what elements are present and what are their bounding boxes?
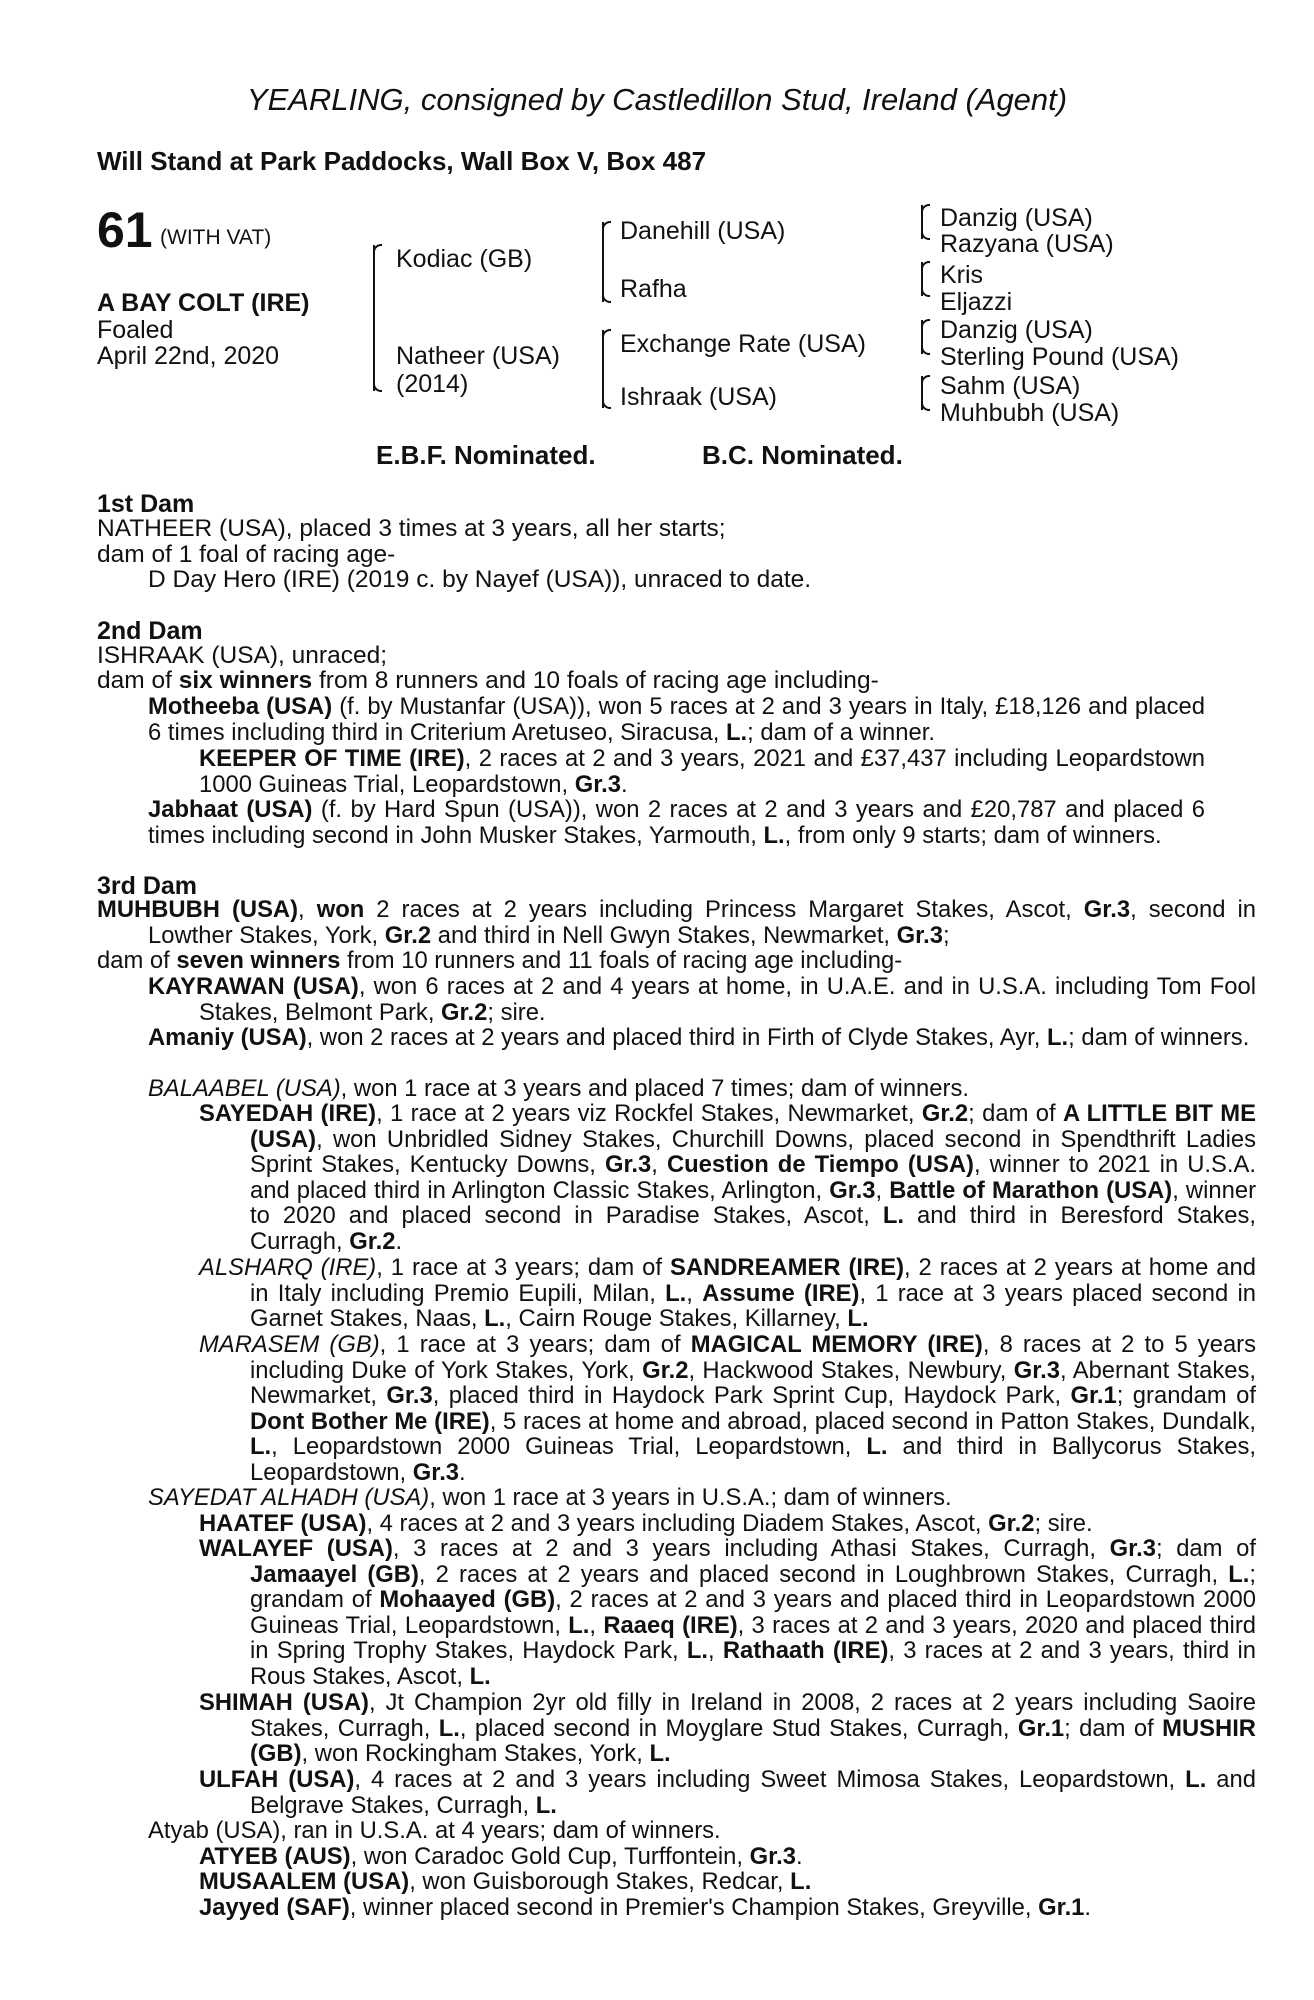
text-run: , 1 race at 2 years viz Rockfel Stakes, Newmarket, — [376, 1100, 922, 1127]
vat-note: (WITH VAT) — [160, 226, 272, 249]
text-run: Gr.2 — [921, 1100, 969, 1127]
text-run: ULFAH (USA) — [199, 1766, 355, 1793]
text-run: L. — [665, 1279, 687, 1307]
text-run: , won 1 race at 3 years in U.S.A.; dam of winners. — [429, 1484, 952, 1511]
text-run: , Cairn Rouge Stakes, Killarney, — [505, 1305, 848, 1333]
haatef-entry — [199, 1511, 1256, 1537]
text-run: , won Guisborough Stakes, Redcar, — [409, 1868, 791, 1895]
stand-location: Will Stand at Park Paddocks, Wall Box V, Box 487 — [97, 146, 707, 176]
text-run: L. — [847, 1305, 869, 1333]
amaniy-entry — [148, 1025, 1256, 1051]
text-run: MUHBUBH (USA) — [97, 896, 299, 923]
page-header: YEARLING, consigned by Castledillon Stud, Ireland (Agent) — [246, 82, 1068, 117]
text-run: , — [708, 1637, 723, 1665]
text-run: , 4 races at 2 and 3 years including Diadem Stakes, Ascot, — [366, 1510, 989, 1537]
text-run: Cuestion de Tiempo (USA) — [666, 1151, 974, 1179]
g3: Kris — [940, 261, 984, 289]
ulfah-entry — [199, 1767, 1256, 1818]
text-run: Battle of Marathon (USA) — [889, 1176, 1173, 1204]
text-run: , 3 races at 2 and 3 years including Athasi Stakes, Curragh, — [392, 1535, 1110, 1562]
text-run: , winner placed second in Premier's Champion Stakes, Greyville, — [349, 1894, 1039, 1921]
text-run: Gr.3 — [412, 1458, 460, 1486]
dam: Natheer (USA) — [396, 342, 560, 370]
g-brace-1 — [921, 205, 923, 239]
text-run: WALAYEF (USA) — [199, 1535, 393, 1562]
text-run: , won Rockingham Stakes, York, — [301, 1740, 650, 1768]
sayedat-alhadh-entry — [148, 1485, 1205, 1511]
text-run: . — [795, 1843, 803, 1870]
text-run: , — [651, 1151, 667, 1179]
text-run: , second in Lowther Stakes, York, — [148, 896, 1256, 949]
kayrawan-entry — [148, 974, 1256, 1025]
text-run: , 2 races at 2 years and placed second in Loughbrown Stakes, Curragh, — [418, 1560, 1229, 1588]
text-run: ; grandam of — [1116, 1382, 1256, 1410]
first-dam-line3: D Day Hero (IRE) (2019 c. by Nayef (USA)), unraced to date. — [148, 566, 812, 593]
text-run: Rathaath (IRE) — [722, 1637, 889, 1665]
text-run: , won 6 races at 2 and 4 years at home, in U.A.E. and in U.S.A. including Tom Fool Stakes, Belmont Park, — [199, 973, 1256, 1026]
muhbubh-produce-intro — [97, 948, 1205, 974]
text-run: ; dam of — [968, 1100, 1063, 1127]
text-run: MUSAALEM (USA) — [199, 1868, 410, 1895]
text-run: , won Caradoc Gold Cup, Turffontein, — [350, 1843, 750, 1870]
text-run: and third in Ballycorus Stakes, Leopardstown, — [250, 1433, 1256, 1486]
text-run: ; sire. — [487, 998, 546, 1026]
first-dam-line2: dam of 1 foal of racing age- — [97, 541, 396, 568]
bc-nominated: B.C. Nominated. — [702, 440, 903, 470]
text-run: and third in Nell Gwyn Stakes, Newmarket, — [431, 921, 897, 949]
text-run: HAATEF (USA) — [199, 1510, 367, 1537]
text-run: MARASEM (GB) — [199, 1331, 380, 1358]
g-brace-4 — [921, 376, 923, 410]
first-dam-line1: NATHEER (USA), placed 3 times at 3 years, all her starts; — [97, 515, 726, 542]
text-run: L. — [649, 1740, 671, 1768]
sire-dam: Rafha — [620, 275, 687, 303]
text-run: , — [298, 896, 317, 923]
foaled-date: April 22nd, 2020 — [97, 342, 280, 370]
lot-number: 61 — [97, 202, 153, 258]
text-run: Mohaayed (GB) — [379, 1586, 556, 1614]
text-run: Amaniy (USA) — [148, 1024, 307, 1051]
text-run: Gr.3 — [749, 1843, 796, 1870]
g-brace-3 — [921, 320, 923, 354]
g2: Razyana (USA) — [940, 230, 1114, 258]
text-run: L. — [866, 1433, 888, 1461]
marasem-entry — [199, 1332, 1256, 1486]
text-run: , Jt Champion 2yr old filly in Ireland in 2008, 2 races at 2 years including Saoire Stakes, Curragh, — [250, 1689, 1256, 1742]
text-run: ; dam of — [1064, 1714, 1163, 1742]
text-run: L. — [568, 1611, 590, 1639]
dam-year: (2014) — [396, 370, 469, 398]
text-run: Jamaayel (GB) — [250, 1560, 419, 1588]
text-run: L. — [535, 1791, 557, 1819]
text-run: KAYRAWAN (USA) — [148, 973, 359, 1000]
text-run: BALAABEL (USA) — [148, 1075, 341, 1102]
text-run: Gr.3 — [1109, 1535, 1156, 1562]
text-run: L. — [1228, 1560, 1250, 1588]
text-run: L. — [1046, 1024, 1069, 1051]
text-run: Atyab (USA), ran in U.S.A. at 4 years; dam of winners. — [148, 1817, 721, 1844]
text-run: , Hackwood Stakes, Newbury, — [688, 1356, 1014, 1384]
text-run: . — [459, 1458, 466, 1486]
text-run: 2 races at 2 years including Princess Margaret Stakes, Ascot, — [364, 896, 1084, 923]
text-run: , winner to 2021 in U.S.A. and placed third in Arlington Classic Stakes, Arlington, — [250, 1151, 1256, 1204]
text-run: from 10 runners and 11 foals of racing age including- — [340, 947, 903, 974]
text-run: ; dam of — [1155, 1535, 1256, 1562]
text-run: , won 1 race at 3 years and placed 7 times; dam of winners. — [340, 1075, 969, 1102]
motheeba-entry: Motheeba (USA) (f. by Mustanfar (USA)), won 5 races at 2 and 3 years in Italy, £18,126 and placed 6 times including third in Criterium Aretuseo, Siracusa, L.; dam of a winner. — [148, 693, 1205, 746]
text-run: and Belgrave Stakes, Curragh, — [250, 1766, 1256, 1819]
atyab-entry — [148, 1818, 1205, 1844]
second-dam-line2: dam of six winners from 8 runners and 10 foals of racing age including- — [97, 667, 879, 694]
text-run: , 5 races at home and abroad, placed second in Patton Stakes, Dundalk, — [489, 1407, 1256, 1435]
first-dam-title: 1st Dam — [97, 490, 195, 518]
text-run: , placed third in Haydock Park Sprint Cup, Haydock Park, — [432, 1382, 1071, 1410]
sire-brace — [602, 222, 604, 302]
text-run: L. — [790, 1868, 812, 1895]
text-run: L. — [469, 1662, 491, 1690]
sayedah-entry — [199, 1101, 1256, 1255]
jayyed-entry — [199, 1895, 1205, 1921]
text-run: Gr.2 — [384, 921, 432, 949]
second-dam-line1: ISHRAAK (USA), unraced; — [97, 642, 388, 669]
text-run: , won Unbridled Sidney Stakes, Churchill Downs, placed second in Spendthrift Ladies Sprint Stakes, Kentucky Downs, — [250, 1125, 1256, 1179]
text-run: Gr.1 — [1038, 1894, 1085, 1921]
sire: Kodiac (GB) — [396, 245, 533, 273]
text-run: SANDREAMER (IRE) — [669, 1254, 904, 1281]
text-run: , 1 race at 3 years placed second in Garnet Stakes, Naas, — [250, 1279, 1257, 1333]
text-run: L. — [250, 1433, 272, 1461]
text-run: Gr.2 — [441, 998, 488, 1026]
text-run: , Abernant Stakes, Newmarket, — [250, 1356, 1256, 1410]
text-run: , 1 race at 3 years; dam of — [376, 1254, 670, 1281]
musaalem-entry — [199, 1869, 1205, 1895]
lot-name: A BAY COLT (IRE) — [97, 289, 310, 317]
text-run: A LITTLE BIT ME (USA) — [250, 1100, 1257, 1153]
text-run: dam of — [97, 947, 177, 974]
text-run: , 2 races at 2 years at home and in Italy including Premio Eupili, Milan, — [250, 1254, 1256, 1307]
text-run: , won 2 races at 2 years and placed third in Firth of Clyde Stakes, Ayr, — [306, 1024, 1047, 1051]
g6: Sterling Pound (USA) — [940, 343, 1180, 371]
text-run: ALSHARQ (IRE) — [199, 1254, 377, 1281]
text-run: MAGICAL MEMORY (IRE) — [690, 1331, 983, 1358]
text-run: Gr.3 — [829, 1176, 876, 1204]
text-run: and third in Beresford Stakes, Curragh, — [250, 1202, 1256, 1255]
text-run: . — [1084, 1894, 1092, 1921]
text-run: SAYEDAH (IRE) — [199, 1100, 377, 1127]
text-run: Gr.3 — [604, 1151, 652, 1179]
text-run: L. — [1185, 1766, 1207, 1793]
text-run: Gr.2 — [349, 1227, 396, 1255]
text-run: Dont Bother Me (IRE) — [250, 1407, 490, 1435]
sire-sire: Danehill (USA) — [620, 217, 786, 245]
ebf-nominated: E.B.F. Nominated. — [376, 440, 596, 470]
text-run: MUSHIR (GB) — [250, 1714, 1256, 1768]
sire-dam-brace — [373, 245, 375, 391]
text-run: , winner to 2020 and placed second in Paradise Stakes, Ascot, — [250, 1176, 1256, 1230]
text-run: L. — [882, 1202, 905, 1230]
text-run: ; grandam of — [250, 1560, 1257, 1614]
text-run: L. — [686, 1637, 708, 1665]
g4: Eljazzi — [940, 288, 1013, 316]
g7: Sahm (USA) — [940, 372, 1081, 400]
text-run: Gr.1 — [1017, 1714, 1065, 1742]
text-run: Jayyed (SAF) — [199, 1894, 350, 1921]
dam-dam: Ishraak (USA) — [620, 383, 777, 411]
dam-sire: Exchange Rate (USA) — [620, 330, 866, 358]
text-run: ; sire. — [1034, 1510, 1093, 1537]
g8: Muhbubh (USA) — [940, 399, 1120, 427]
third-dam-title: 3rd Dam — [97, 872, 198, 900]
text-run: seven winners — [176, 947, 341, 974]
text-run: Gr.3 — [896, 921, 943, 949]
text-run: , — [589, 1611, 604, 1639]
text-run: , 3 races at 2 and 3 years, 2020 and placed third in Spring Trophy Stakes, Haydock Park, — [250, 1611, 1256, 1665]
g-brace-2 — [921, 262, 923, 296]
text-run: , placed second in Moyglare Stud Stakes, Curragh, — [459, 1714, 1018, 1742]
text-run: , 4 races at 2 and 3 years including Sweet Mimosa Stakes, Leopardstown, — [354, 1766, 1186, 1793]
foaled-label: Foaled — [97, 316, 174, 344]
balaabel-entry — [148, 1076, 1205, 1102]
text-run: ATYEB (AUS) — [199, 1843, 351, 1870]
text-run: , — [686, 1279, 703, 1307]
text-run: , — [875, 1176, 890, 1204]
keeper-of-time-entry: KEEPER OF TIME (IRE), 2 races at 2 and 3 years, 2021 and £37,437 including Leopardstown 1000 Guineas Trial, Leopardstown, Gr.3. — [199, 745, 1205, 798]
second-dam-title: 2nd Dam — [97, 617, 203, 645]
text-run: , Leopardstown 2000 Guineas Trial, Leopardstown, — [271, 1433, 867, 1461]
shimah-entry — [199, 1690, 1256, 1767]
text-run: Gr.2 — [642, 1356, 689, 1384]
text-run: Gr.3 — [1013, 1356, 1061, 1384]
alsharq-entry — [199, 1255, 1256, 1332]
walayef-entry — [199, 1536, 1256, 1690]
atyeb-entry — [199, 1844, 1205, 1870]
text-run: SAYEDAT ALHADH (USA) — [148, 1484, 430, 1511]
text-run: . — [395, 1227, 403, 1255]
text-run: , 8 races at 2 to 5 years including Duke of York Stakes, York, — [250, 1331, 1257, 1384]
muhbubh-entry — [97, 897, 1256, 948]
text-run: won — [316, 896, 365, 923]
text-run: Raaeq (IRE) — [603, 1611, 738, 1639]
text-run: Assume (IRE) — [702, 1279, 860, 1307]
g1: Danzig (USA) — [940, 204, 1093, 232]
text-run: Gr.2 — [988, 1510, 1035, 1537]
text-run: ; — [942, 921, 950, 949]
text-run: SHIMAH (USA) — [199, 1689, 369, 1716]
text-run: , 2 races at 2 and 3 years and placed third in Leopardstown 2000 Guineas Trial, Leopardstown, — [250, 1586, 1256, 1639]
text-run: Gr.3 — [386, 1382, 433, 1410]
text-run: , 3 races at 2 and 3 years, third in Rous Stakes, Ascot, — [250, 1637, 1256, 1690]
text-run: , 1 race at 3 years; dam of — [379, 1331, 691, 1358]
jabhaat-entry: Jabhaat (USA) (f. by Hard Spun (USA)), won 2 races at 2 and 3 years and £20,787 and placed 6 times including second in John Musker Stakes, Yarmouth, L., from only 9 starts; dam of winners. — [148, 796, 1206, 849]
g5: Danzig (USA) — [940, 316, 1093, 344]
text-run: Gr.3 — [1083, 896, 1131, 923]
text-run: Gr.1 — [1070, 1382, 1117, 1410]
text-run: ; dam of winners. — [1068, 1024, 1250, 1051]
text-run: L. — [438, 1714, 460, 1742]
dam-brace — [602, 330, 604, 408]
text-run: L. — [484, 1305, 506, 1333]
